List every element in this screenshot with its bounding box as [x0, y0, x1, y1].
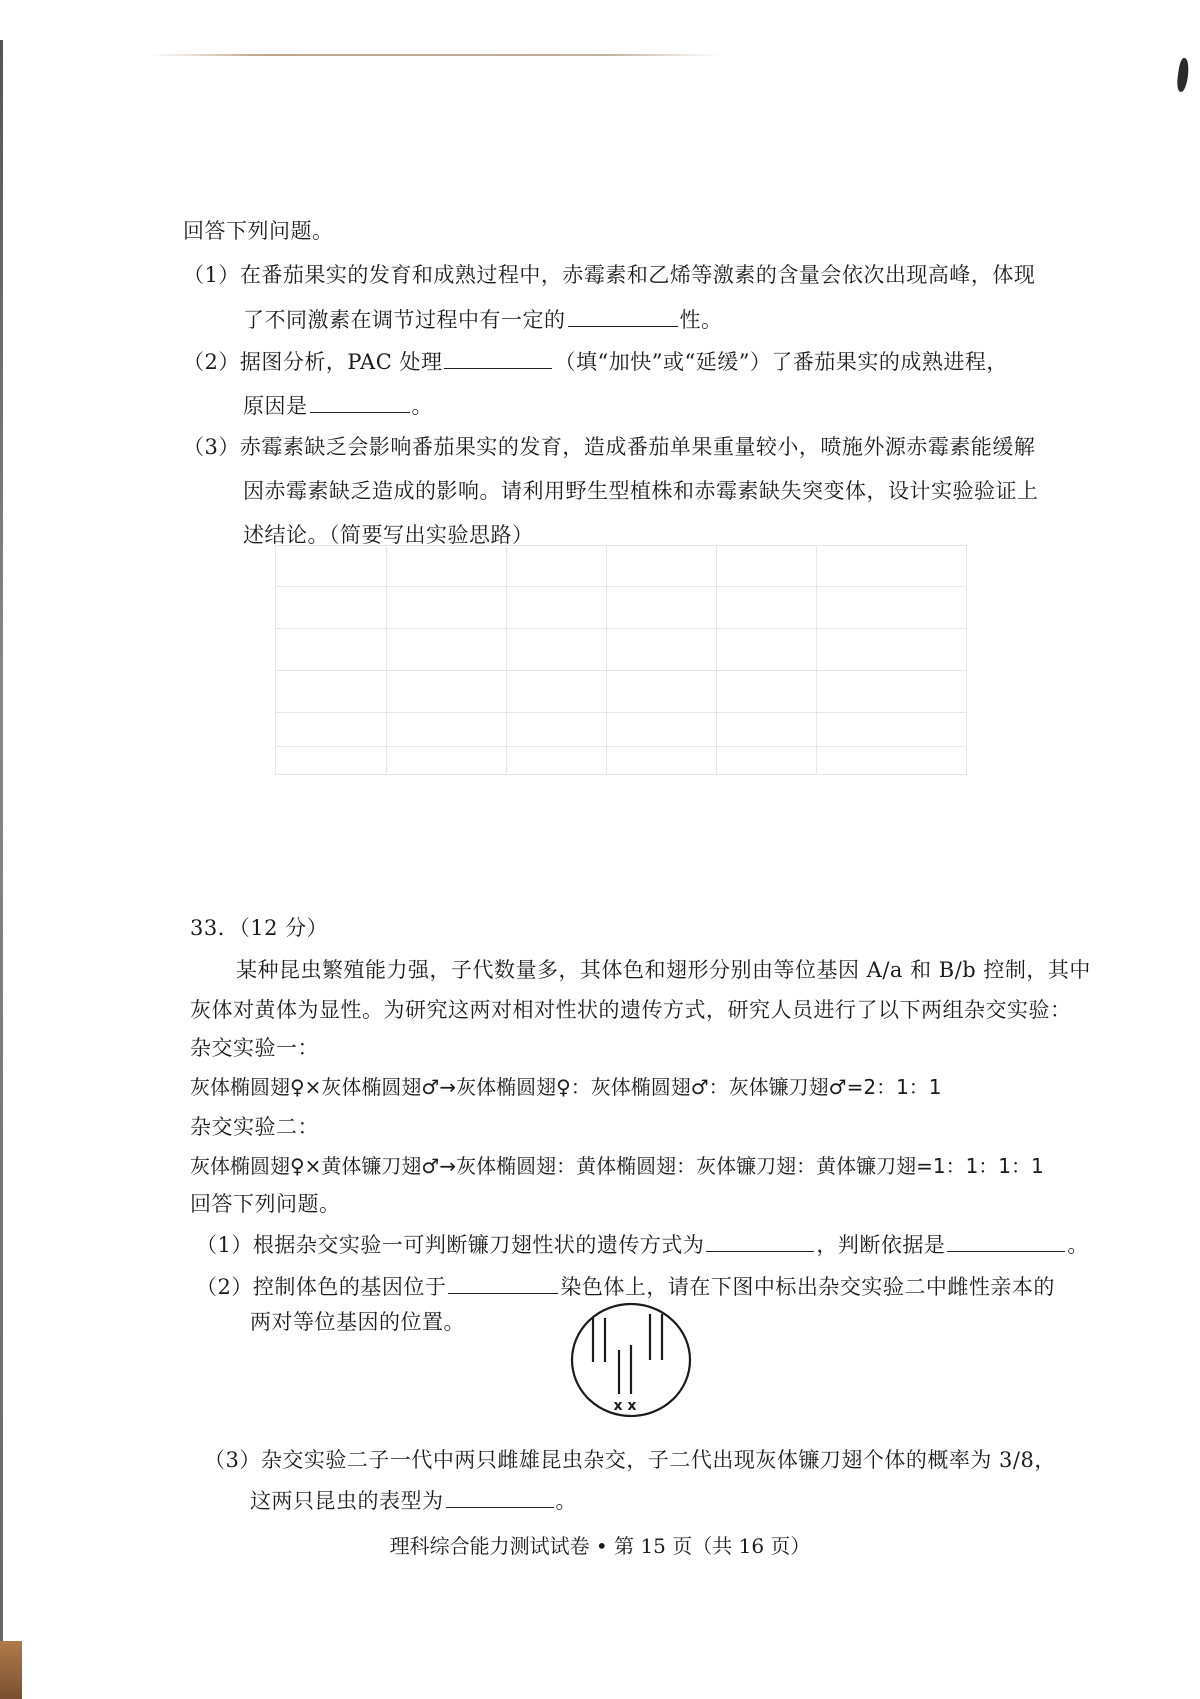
q2-reason-label: 原因是 — [243, 394, 308, 418]
stem-line1: 某种昆虫繁殖能力强，子代数量多，其体色和翅形分别由等位基因 A/a 和 B/b 控制，其中 — [236, 958, 1091, 982]
q2-text-after: （填“加快”或“延缓”）了番茄果实的成熟进程， — [554, 350, 1008, 374]
stem-line2: 灰体对黄体为显性。为研究这两对相对性状的遗传方式，研究人员进行了以下两组杂交实验： — [190, 998, 1072, 1022]
q2-line1 — [183, 346, 1008, 377]
page-footer: 理科综合能力测试试卷 • 第 15 页（共 16 页） — [389, 1534, 811, 1558]
s2-q2-line2: 两对等位基因的位置。 — [250, 1310, 465, 1334]
s2-q1-line — [196, 1229, 1089, 1260]
scan-mark — [1176, 57, 1191, 92]
q3-line2: 因赤霉素缺乏造成的影响。请利用野生型植株和赤霉素缺失突变体，设计实验验证上 — [243, 479, 1039, 503]
answer-blank[interactable] — [444, 346, 552, 369]
q1-line2 — [243, 304, 723, 335]
q1-text-before: 了不同激素在调节过程中有一定的 — [243, 308, 566, 332]
question-number: 33．（12 分） — [190, 916, 329, 940]
s2-q3-line1: （3）杂交实验二子一代中两只雌雄昆虫杂交，子二代出现灰体镰刀翅个体的概率为 3/8， — [204, 1448, 1056, 1472]
q3-line3: 述结论。（简要写出实验思路） — [243, 523, 534, 547]
answer-blank[interactable] — [706, 1229, 814, 1252]
s2-q3-after: 。 — [555, 1489, 577, 1513]
scan-edge-left — [0, 40, 3, 1660]
s2-q1-after: 。 — [1067, 1233, 1089, 1257]
q1-text-after: 性。 — [679, 308, 723, 332]
s2-q1-middle: ，判断依据是 — [816, 1233, 946, 1257]
bleed-through-table — [275, 545, 967, 775]
exp2-cross: 灰体椭圆翅♀×黄体镰刀翅♂→灰体椭圆翅：黄体椭圆翅：灰体镰刀翅：黄体镰刀翅=1：1：1：1 — [190, 1154, 1044, 1178]
q2-text-before: （2）据图分析，PAC 处理 — [183, 350, 443, 374]
exp1-label: 杂交实验一： — [190, 1036, 319, 1060]
answer-prompt: 回答下列问题。 — [190, 1192, 341, 1216]
s2-q1-before: （1）根据杂交实验一可判断镰刀翅性状的遗传方式为 — [196, 1233, 705, 1257]
chromosome-diagram[interactable] — [567, 1300, 697, 1425]
q2-line2 — [243, 390, 433, 421]
answer-blank[interactable] — [568, 304, 678, 327]
q1-line1: （1）在番茄果实的发育和成熟过程中，赤霉素和乙烯等激素的含量会依次出现高峰，体现 — [183, 263, 1036, 287]
exp1-cross: 灰体椭圆翅♀×灰体椭圆翅♂→灰体椭圆翅♀：灰体椭圆翅♂：灰体镰刀翅♂=2：1：1 — [190, 1075, 942, 1099]
s2-q2-line1 — [196, 1271, 1055, 1302]
answer-blank[interactable] — [448, 1271, 558, 1294]
q2-reason-end: 。 — [411, 394, 433, 418]
s2-q2-after: 染色体上，请在下图中标出杂交实验二中雌性亲本的 — [560, 1275, 1055, 1299]
exp2-label: 杂交实验二： — [190, 1115, 319, 1139]
section1-intro: 回答下列问题。 — [183, 219, 334, 243]
answer-blank[interactable] — [310, 390, 410, 413]
scan-corner — [0, 1641, 22, 1699]
s2-q3-line2 — [250, 1485, 577, 1516]
cell-drawing — [567, 1300, 697, 1425]
x-chromosome-label: x x — [613, 1398, 637, 1414]
s2-q3-before: 这两只昆虫的表型为 — [250, 1489, 444, 1513]
s2-q2-before: （2）控制体色的基因位于 — [196, 1275, 447, 1299]
scan-edge-top — [150, 54, 720, 56]
answer-blank[interactable] — [446, 1485, 554, 1508]
q3-line1: （3）赤霉素缺乏会影响番茄果实的发育，造成番茄单果重量较小，喷施外源赤霉素能缓解 — [183, 435, 1036, 459]
answer-blank[interactable] — [947, 1229, 1065, 1252]
